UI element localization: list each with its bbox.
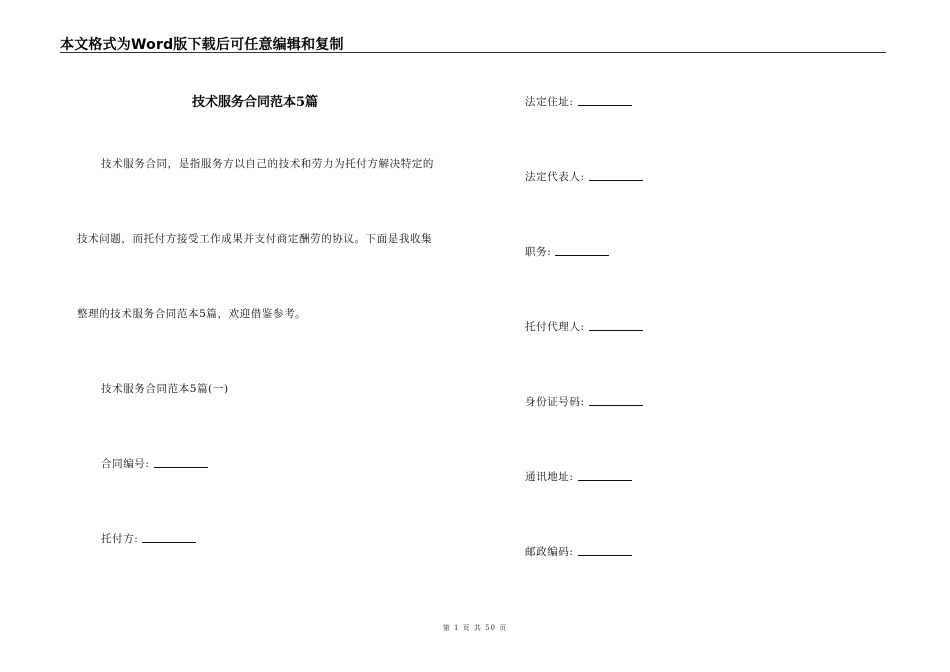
fill-blank (589, 329, 643, 331)
field-client (101, 531, 196, 546)
intro-line-2: 技术问题，而托付方接受工作成果并支付商定酬劳的协议。下面是我收集 (77, 233, 433, 245)
field-label: 法定代表人: (525, 171, 585, 183)
field-label: 托付方: (101, 533, 139, 545)
fill-blank (578, 554, 632, 556)
document-title: 技术服务合同范本5篇 (192, 95, 319, 110)
header-text: 本文格式为Word版下载后可任意编辑和复制 (60, 37, 344, 53)
section-heading: 技术服务合同范本5篇(一) (101, 383, 229, 395)
field-label: 通讯地址: (525, 471, 574, 483)
field-legal-address (525, 94, 632, 109)
field-authorized-agent (525, 319, 643, 334)
intro-line-3: 整理的技术服务合同范本5篇，欢迎借鉴参考。 (77, 308, 307, 320)
field-label: 合同编号: (101, 458, 150, 470)
field-label: 托付代理人: (525, 321, 585, 333)
page-header (60, 34, 886, 53)
field-postal-code (525, 544, 632, 559)
fill-blank (578, 104, 632, 106)
field-id-number (525, 394, 643, 409)
field-mailing-address (525, 469, 632, 484)
field-label: 身份证号码: (525, 396, 585, 408)
fill-blank (589, 179, 643, 181)
page-number: 第 1 页 共 50 页 (442, 624, 508, 632)
field-label: 法定住址: (525, 96, 574, 108)
fill-blank (578, 479, 632, 481)
fill-blank (142, 541, 196, 543)
fill-blank (154, 466, 208, 468)
fill-blank (589, 404, 643, 406)
intro-line-1: 技术服务合同，是指服务方以自己的技术和劳力为托付方解决特定的 (101, 158, 434, 170)
fill-blank (555, 254, 609, 256)
field-legal-representative (525, 169, 643, 184)
field-label: 邮政编码: (525, 546, 574, 558)
field-position (525, 244, 609, 259)
field-contract-number (101, 456, 208, 471)
field-label: 职务: (525, 246, 552, 258)
